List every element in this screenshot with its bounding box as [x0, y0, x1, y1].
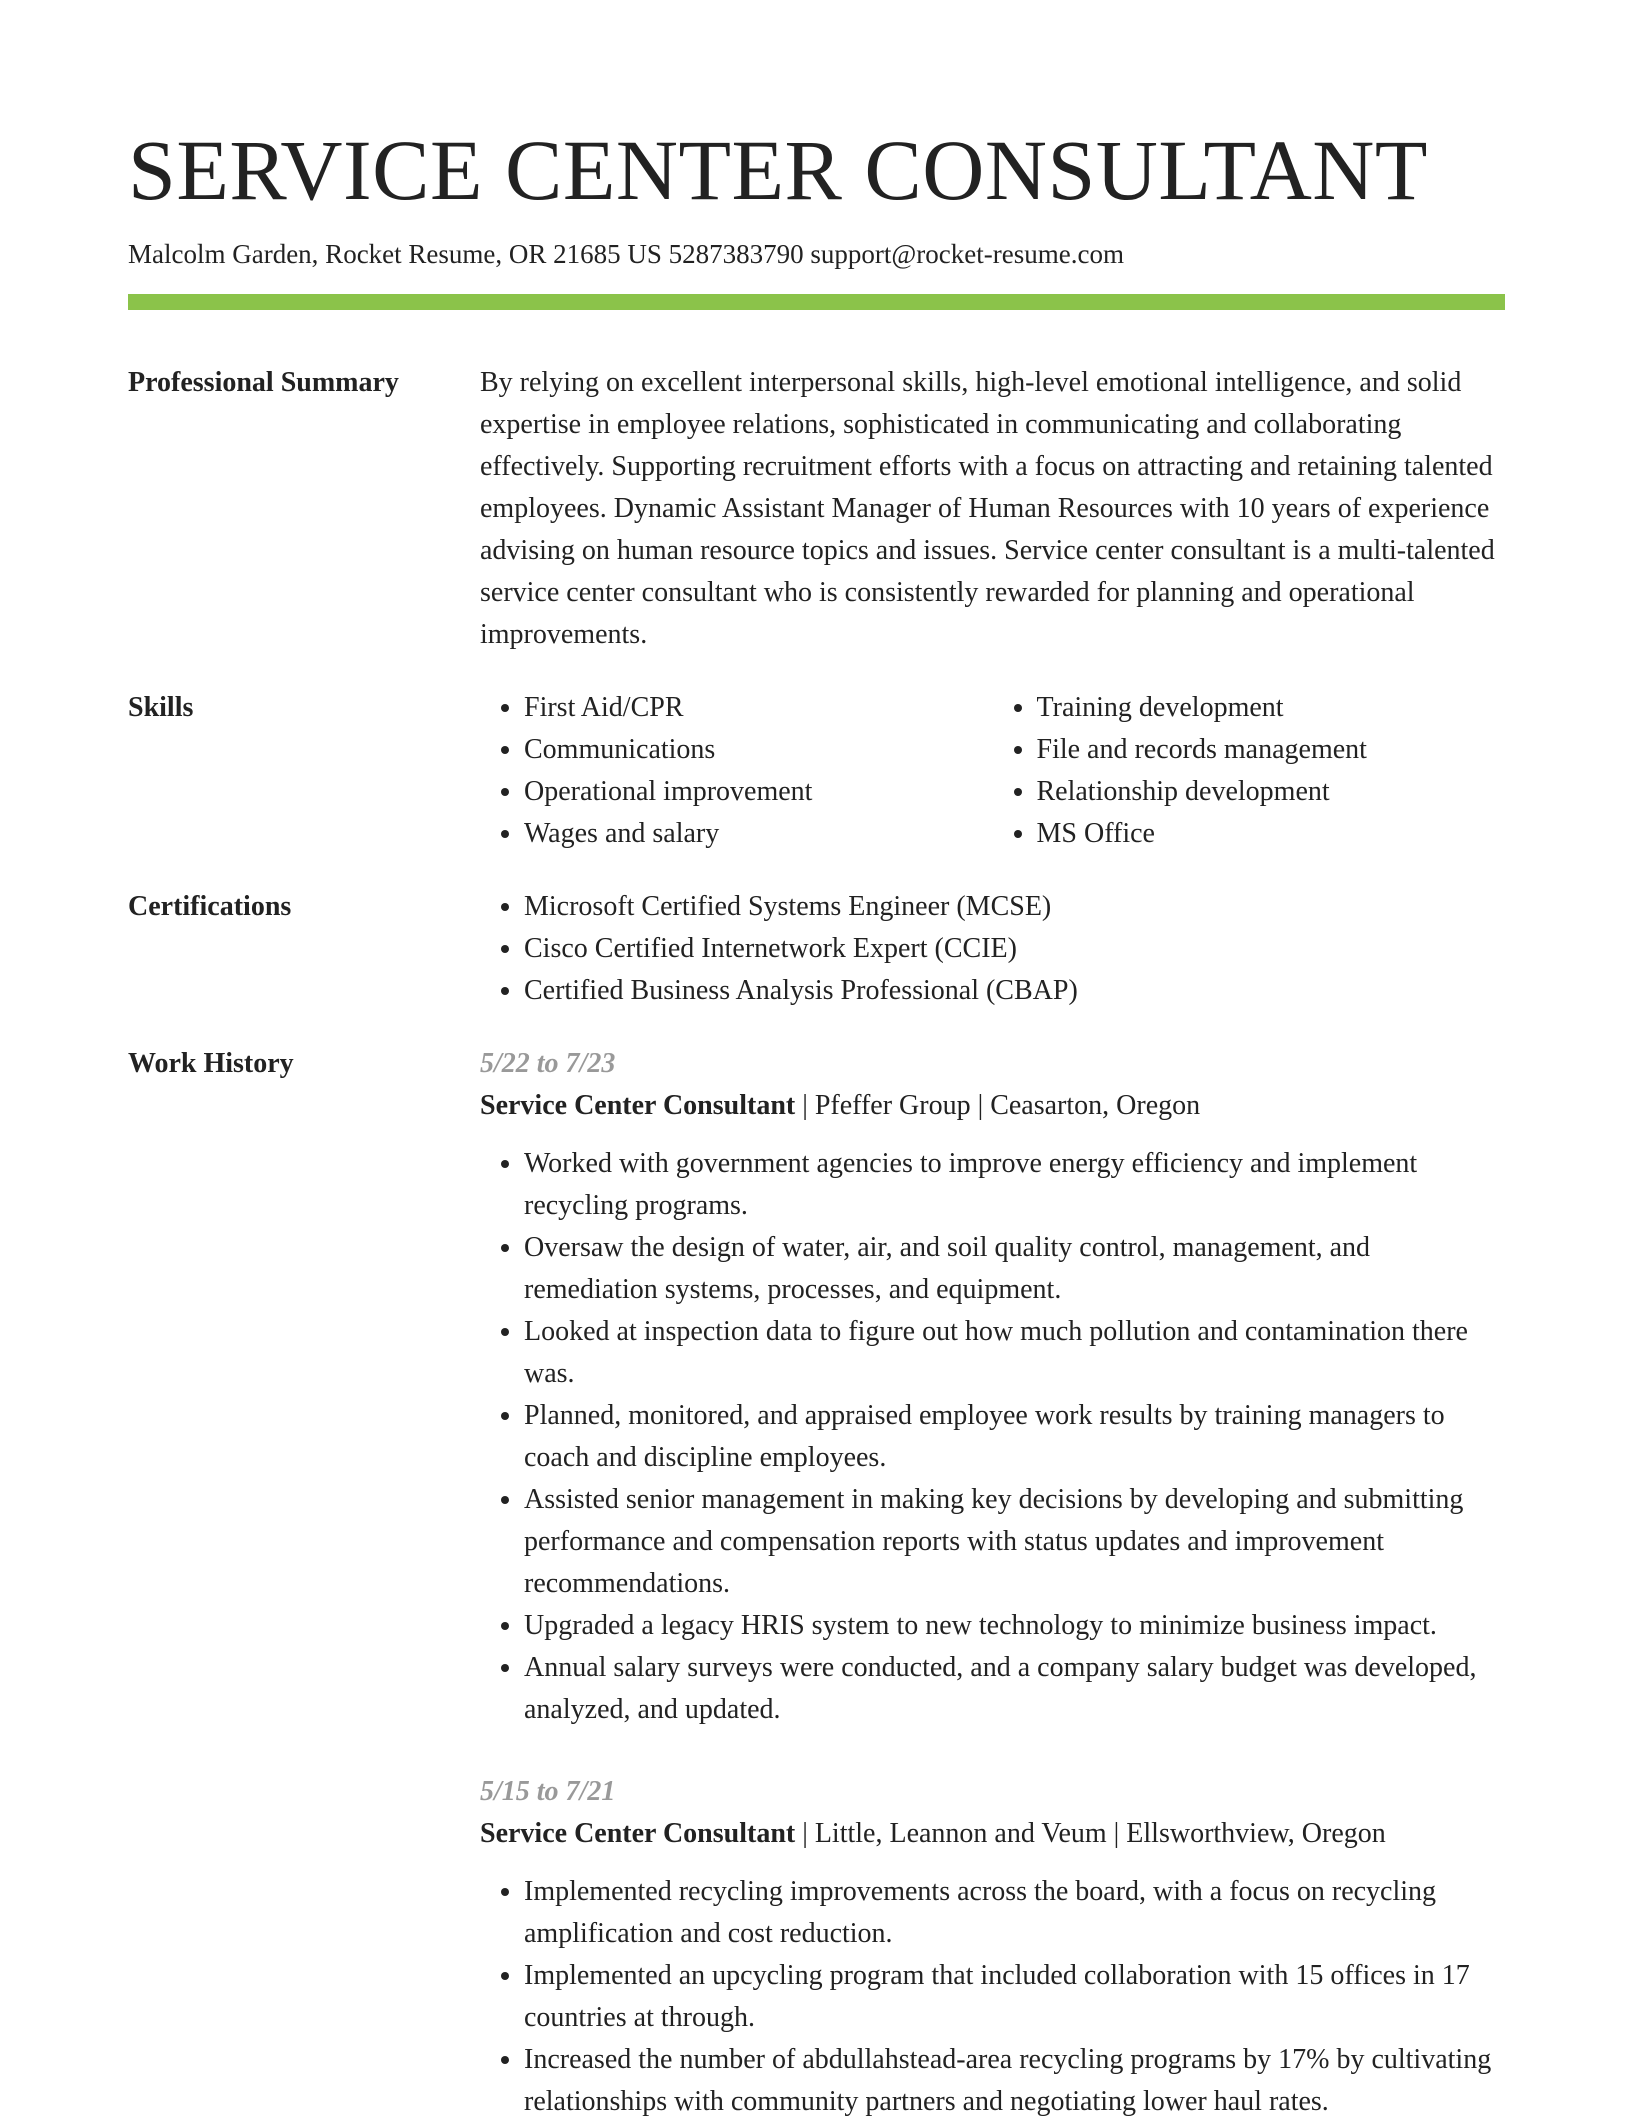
job-heading [480, 1085, 1505, 1127]
job-bullets [480, 1871, 1505, 2123]
job-bullet: • Annual salary surveys were conducted, and a company salary budget was developed, analyzed, and updated. [524, 1647, 1505, 1731]
job-details: | Pfeffer Group | Ceasarton, Oregon [795, 1090, 1201, 1121]
skill-item: • File and records management [1037, 729, 1506, 771]
skill-item: • Operational improvement [524, 771, 993, 813]
job-bullet: • Upgraded a legacy HRIS system to new technology to minimize business impact. [524, 1605, 1505, 1647]
skill-item: • Relationship development [1037, 771, 1506, 813]
job-bullet: • Worked with government agencies to improve energy efficiency and implement recycling programs. [524, 1143, 1505, 1227]
job-bullet: • Implemented recycling improvements across the board, with a focus on recycling amplification and cost reduction. [524, 1871, 1505, 1955]
certification-item: • Certified Business Analysis Professional (CBAP) [524, 970, 1505, 1012]
job-entry [480, 1771, 1505, 2123]
certification-item: • Microsoft Certified Systems Engineer (MCSE) [524, 886, 1505, 928]
skills-list-left [480, 687, 993, 855]
skill-item: • Wages and salary [524, 813, 993, 855]
job-title: Service Center Consultant [480, 1090, 796, 1121]
skill-item: • Training development [1037, 687, 1506, 729]
job-bullet: • Oversaw the design of water, air, and soil quality control, management, and remediation systems, processes, and equipment. [524, 1227, 1505, 1311]
summary-section [128, 362, 1505, 656]
job-dates: 5/22 to 7/23 [480, 1048, 616, 1079]
skills-section [128, 687, 1505, 855]
certifications-list [480, 886, 1505, 1012]
job-bullet: • Assisted senior management in making key decisions by developing and submitting performance and compensation reports with status updates and improvement recommendations. [524, 1479, 1505, 1605]
job-details: | Little, Leannon and Veum | Ellsworthview, Oregon [795, 1818, 1386, 1849]
summary-text: By relying on excellent interpersonal skills, high-level emotional intelligence, and solid expertise in employee relations, sophisticated in communicating and collaborating effectively. Supporting recruitment efforts with a focus on attracting and retaining talented employees. Dynamic Assistant Manager of Human Resources with 10 years of experience advising on human resource topics and issues. Service center consultant is a multi-talented service center consultant who is consistently rewarded for planning and operational improvements. [480, 367, 1495, 650]
certification-item: • Cisco Certified Internetwork Expert (CCIE) [524, 928, 1505, 970]
job-dates: 5/15 to 7/21 [480, 1776, 616, 1807]
job-heading [480, 1813, 1505, 1855]
section-heading-certifications: Certifications [128, 891, 292, 922]
skill-item: • MS Office [1037, 813, 1506, 855]
contact-line: Malcolm Garden, Rocket Resume, OR 21685 US 5287383790 support@rocket-resume.com [128, 239, 1124, 269]
job-entry [480, 1043, 1505, 1731]
job-bullet: • Planned, monitored, and appraised employee work results by training managers to coach and discipline employees. [524, 1395, 1505, 1479]
job-title: Service Center Consultant [480, 1818, 796, 1849]
section-heading-summary: Professional Summary [128, 367, 399, 398]
job-bullets [480, 1143, 1505, 1731]
accent-divider [128, 294, 1505, 310]
job-bullet: • Implemented an upcycling program that included collaboration with 15 offices in 17 countries at through. [524, 1955, 1505, 2039]
section-heading-work-history: Work History [128, 1048, 294, 1079]
work-history-section [128, 1043, 1505, 2123]
skills-list-right [993, 687, 1506, 855]
job-bullet: • Increased the number of abdullahstead-area recycling programs by 17% by cultivating relationships with community partners and negotiating lower haul rates. [524, 2039, 1505, 2123]
skill-item: • First Aid/CPR [524, 687, 993, 729]
resume-title: SERVICE CENTER CONSULTANT [128, 122, 1428, 218]
section-heading-skills: Skills [128, 692, 194, 723]
certifications-section [128, 886, 1505, 1012]
job-bullet: • Looked at inspection data to figure out how much pollution and contamination there was. [524, 1311, 1505, 1395]
skill-item: • Communications [524, 729, 993, 771]
